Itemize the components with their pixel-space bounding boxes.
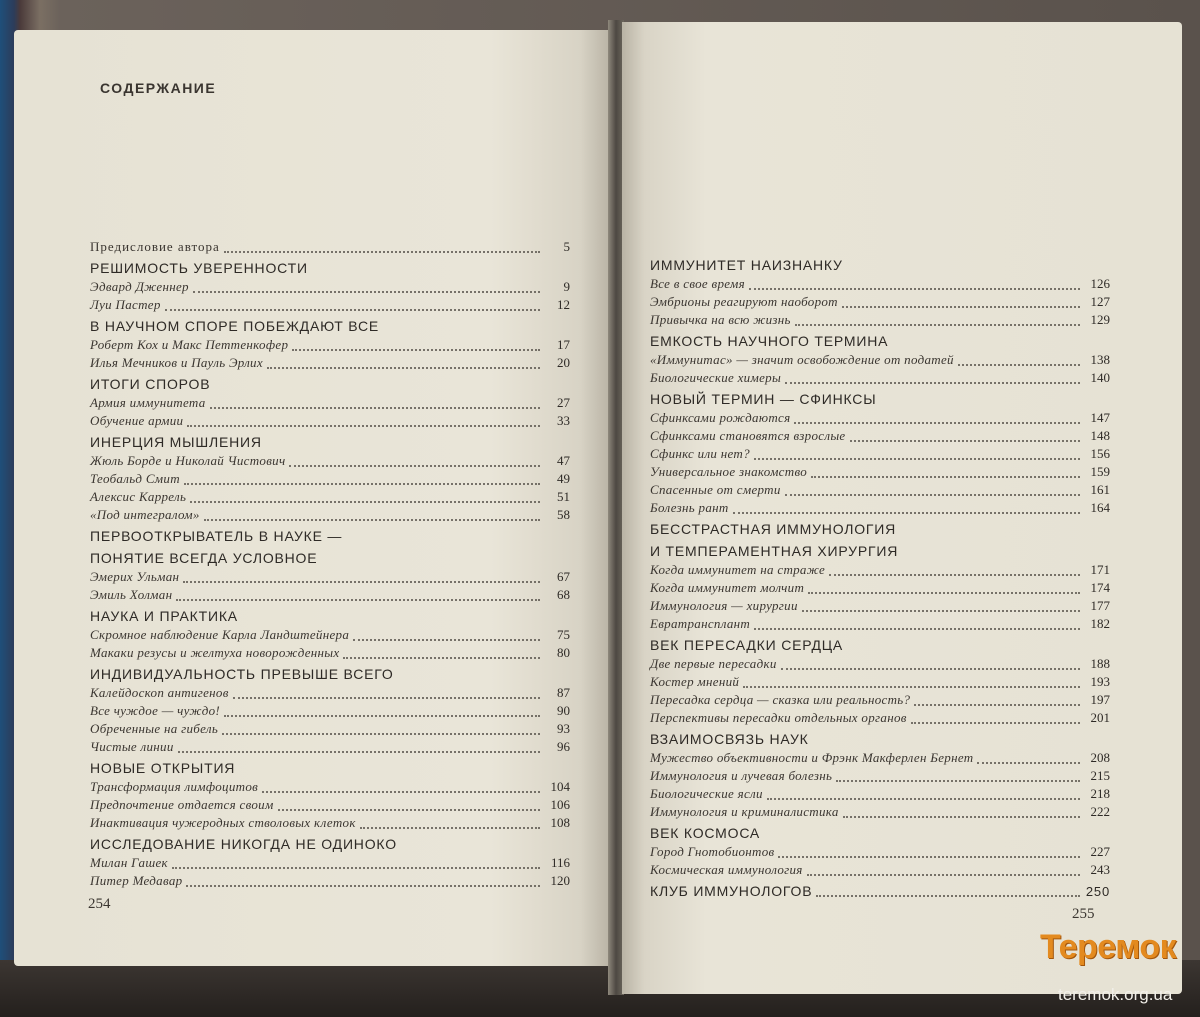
toc-page-number: 159 xyxy=(1090,464,1110,479)
toc-entry-title: Евратрансплант xyxy=(650,616,751,631)
toc-entry xyxy=(90,488,570,506)
toc-entry xyxy=(650,691,1110,709)
toc-entry-title: Жюль Борде и Николай Чистович xyxy=(90,453,286,468)
toc-page-number: 80 xyxy=(557,645,570,660)
toc-page-number: 188 xyxy=(1090,656,1110,671)
toc-entry-title: Инактивация чужеродных стволовых клеток xyxy=(90,815,356,830)
toc-right xyxy=(650,253,1110,901)
toc-page-number: 197 xyxy=(1090,692,1110,707)
toc-section-heading: ПЕРВООТКРЫВАТЕЛЬ В НАУКЕ — xyxy=(90,528,343,544)
toc-section-heading: ПОНЯТИЕ ВСЕГДА УСЛОВНОЕ xyxy=(90,550,318,566)
toc-page-number: 104 xyxy=(550,779,570,794)
toc-page-number: 27 xyxy=(557,395,570,410)
toc-page-number: 201 xyxy=(1090,710,1110,725)
toc-section-heading: БЕССТРАСТНАЯ ИММУНОЛОГИЯ xyxy=(650,521,897,537)
dot-leader xyxy=(850,430,1081,442)
toc-page-number: 51 xyxy=(557,489,570,504)
toc-entry xyxy=(90,814,570,832)
toc-entry xyxy=(650,427,1110,445)
toc-entry xyxy=(90,506,570,524)
dot-leader xyxy=(178,741,540,753)
toc-entry-title: Эмбрионы реагируют наоборот xyxy=(650,294,838,309)
toc-entry-title: Трансформация лимфоцитов xyxy=(90,779,259,794)
toc-entry xyxy=(650,655,1110,673)
toc-entry-title: Город Гнотобионтов xyxy=(650,844,775,859)
toc-section-heading: КЛУБ ИММУНОЛОГОВ xyxy=(650,883,813,899)
toc-page-number: 5 xyxy=(563,239,570,254)
toc-entry xyxy=(650,351,1110,369)
dot-leader xyxy=(360,817,540,829)
watermark-url: teremok.org.ua xyxy=(1058,985,1173,1004)
dot-leader xyxy=(278,799,540,811)
dot-leader xyxy=(778,846,1080,858)
toc-entry-title: Роберт Кох и Макс Петтенкофер xyxy=(90,337,289,352)
toc-entry xyxy=(650,785,1110,803)
dot-leader xyxy=(843,806,1080,818)
dot-leader xyxy=(781,658,1080,670)
toc-entry-title: Спасенные от смерти xyxy=(650,482,781,497)
toc-section-heading: НОВЫЙ ТЕРМИН — СФИНКСЫ xyxy=(650,391,877,407)
toc-page-number: 218 xyxy=(1090,786,1110,801)
toc-entry xyxy=(90,336,570,354)
toc-entry xyxy=(90,586,570,604)
dot-leader xyxy=(811,466,1080,478)
dot-leader xyxy=(187,415,540,427)
toc-entry xyxy=(650,597,1110,615)
toc-section-heading: НАУКА И ПРАКТИКА xyxy=(90,608,238,624)
toc-entry xyxy=(650,445,1110,463)
toc-section-heading: ВЕК КОСМОСА xyxy=(650,825,761,841)
toc-page-number: 17 xyxy=(557,337,570,352)
page-heading: СОДЕРЖАНИЕ xyxy=(100,80,217,96)
toc-section-heading: В НАУЧНОМ СПОРЕ ПОБЕЖДАЮТ ВСЕ xyxy=(90,318,380,334)
toc-page-number: 108 xyxy=(550,815,570,830)
toc-entry xyxy=(650,369,1110,387)
dot-leader xyxy=(210,397,540,409)
toc-entry-title: Биологические ясли xyxy=(650,786,763,801)
dot-leader xyxy=(808,582,1080,594)
toc-page-number: 33 xyxy=(557,413,570,428)
toc-entry xyxy=(90,394,570,412)
toc-entry-title: Теобальд Смит xyxy=(90,471,180,486)
toc-entry xyxy=(90,644,570,662)
toc-entry-title: Обреченные на гибель xyxy=(90,721,219,736)
toc-section-heading: ИССЛЕДОВАНИЕ НИКОГДА НЕ ОДИНОКО xyxy=(90,836,397,852)
dot-leader xyxy=(785,372,1080,384)
toc-entry xyxy=(90,296,570,314)
toc-entry-title: Эмерих Ульман xyxy=(90,569,180,584)
toc-entry-title: Алексис Каррель xyxy=(90,489,187,504)
toc-entry-title: Космическая иммунология xyxy=(650,862,803,877)
dot-leader xyxy=(754,448,1080,460)
toc-entry xyxy=(650,579,1110,597)
toc-section-heading: ЕМКОСТЬ НАУЧНОГО ТЕРМИНА xyxy=(650,333,889,349)
toc-page-number: 161 xyxy=(1090,482,1110,497)
dot-leader xyxy=(289,455,540,467)
dot-leader xyxy=(914,694,1080,706)
toc-entry-title: «Под интегралом» xyxy=(90,507,200,522)
toc-entry xyxy=(90,412,570,430)
toc-entry xyxy=(90,238,570,256)
toc-page-number: 182 xyxy=(1090,616,1110,631)
dot-leader xyxy=(292,339,540,351)
toc-section-heading: ИТОГИ СПОРОВ xyxy=(90,376,211,392)
toc-entry-title: Универсальное знакомство xyxy=(650,464,808,479)
dot-leader xyxy=(816,885,1080,897)
toc-entry-title: Сфинкс или нет? xyxy=(650,446,750,461)
toc-entry-title: Калейдоскоп антигенов xyxy=(90,685,229,700)
toc-entry xyxy=(650,673,1110,691)
dot-leader xyxy=(829,564,1080,576)
toc-entry-title: Пересадка сердца — сказка или реальность? xyxy=(650,692,911,707)
toc-entry xyxy=(90,854,570,872)
toc-entry-title: Илья Мечников и Пауль Эрлих xyxy=(90,355,263,370)
toc-entry-title: Перспективы пересадки отдельных органов xyxy=(650,710,907,725)
dot-leader xyxy=(958,354,1080,366)
folio-left: 254 xyxy=(88,896,111,912)
toc-entry-title: Иммунология — хирургии xyxy=(650,598,798,613)
dot-leader xyxy=(743,676,1080,688)
dot-leader xyxy=(754,618,1080,630)
toc-page-number: 148 xyxy=(1090,428,1110,443)
toc-entry-title: «Иммунитас» — значит освобождение от податей xyxy=(650,352,954,367)
toc-section-heading: РЕШИМОСТЬ УВЕРЕННОСТИ xyxy=(90,260,308,276)
toc-entry xyxy=(90,720,570,738)
toc-page-number: 126 xyxy=(1090,276,1110,291)
toc-entry xyxy=(90,778,570,796)
toc-entry xyxy=(90,872,570,890)
toc-page-number: 129 xyxy=(1090,312,1110,327)
toc-page-number: 177 xyxy=(1090,598,1110,613)
toc-entry-title: Сфинксами рождаются xyxy=(650,410,791,425)
dot-leader xyxy=(183,571,540,583)
toc-page-number: 49 xyxy=(557,471,570,486)
watermark-brand: Теремок xyxy=(1040,928,1177,966)
toc-entry xyxy=(90,470,570,488)
dot-leader xyxy=(262,781,540,793)
toc-page-number: 127 xyxy=(1090,294,1110,309)
toc-entry xyxy=(650,409,1110,427)
toc-entry xyxy=(650,561,1110,579)
toc-page-number: 93 xyxy=(557,721,570,736)
toc-entry-title: Предпочтение отдается своим xyxy=(90,797,274,812)
dot-leader xyxy=(224,241,540,253)
toc-entry-title: Костер мнений xyxy=(650,674,740,689)
toc-page-number: 106 xyxy=(550,797,570,812)
toc-entry-title: Две первые пересадки xyxy=(650,656,777,671)
toc-entry-title: Биологические химеры xyxy=(650,370,782,385)
toc-entry-title: Армия иммунитета xyxy=(90,395,206,410)
toc-section-heading: ВЕК ПЕРЕСАДКИ СЕРДЦА xyxy=(650,637,844,653)
toc-entry xyxy=(650,749,1110,767)
dot-leader xyxy=(267,357,540,369)
toc-entry xyxy=(90,354,570,372)
toc-page-number: 87 xyxy=(557,685,570,700)
dot-leader xyxy=(802,600,1080,612)
toc-section-heading: ИММУНИТЕТ НАИЗНАНКУ xyxy=(650,257,843,273)
toc-page-number: 20 xyxy=(557,355,570,370)
toc-page-number: 68 xyxy=(557,587,570,602)
dot-leader xyxy=(911,712,1080,724)
dot-leader xyxy=(176,589,540,601)
toc-page-number: 193 xyxy=(1090,674,1110,689)
dot-leader xyxy=(165,299,540,311)
dot-leader xyxy=(186,875,540,887)
toc-page-number: 47 xyxy=(557,453,570,468)
toc-entry-title: Луи Пастер xyxy=(90,297,161,312)
toc-entry-title: Эмиль Холман xyxy=(90,587,173,602)
toc-entry xyxy=(90,684,570,702)
toc-page-number: 174 xyxy=(1090,580,1110,595)
toc-page-number: 208 xyxy=(1090,750,1110,765)
toc-entry-title: Мужество объективности и Фрэнк Макферлен Бернет xyxy=(650,750,974,765)
dot-leader xyxy=(785,484,1080,496)
toc-entry xyxy=(90,278,570,296)
dot-leader xyxy=(977,752,1080,764)
toc-entry-title: Болезнь рант xyxy=(650,500,729,515)
toc-entry xyxy=(650,767,1110,785)
dot-leader xyxy=(767,788,1080,800)
toc-page-number: 171 xyxy=(1090,562,1110,577)
toc-entry xyxy=(650,615,1110,633)
toc-entry-title: Милан Гашек xyxy=(90,855,168,870)
toc-page-number: 140 xyxy=(1090,370,1110,385)
toc-page-number: 227 xyxy=(1090,844,1110,859)
toc-page-number: 58 xyxy=(557,507,570,522)
toc-section-heading: И ТЕМПЕРАМЕНТНАЯ ХИРУРГИЯ xyxy=(650,543,899,559)
dot-leader xyxy=(795,314,1080,326)
toc-entry xyxy=(90,796,570,814)
toc-entry xyxy=(650,803,1110,821)
toc-page-number: 147 xyxy=(1090,410,1110,425)
toc-entry xyxy=(90,738,570,756)
dot-leader xyxy=(233,687,540,699)
toc-page-number: 12 xyxy=(557,297,570,312)
toc-page-number: 215 xyxy=(1090,768,1110,783)
toc-section-heading: НОВЫЕ ОТКРЫТИЯ xyxy=(90,760,236,776)
toc-entry xyxy=(650,463,1110,481)
toc-entry-title: Питер Медавар xyxy=(90,873,183,888)
toc-entry-title: Когда иммунитет на страже xyxy=(650,562,826,577)
toc-section-row xyxy=(650,881,1110,901)
toc-entry xyxy=(650,293,1110,311)
toc-entry xyxy=(90,568,570,586)
toc-page-number: 120 xyxy=(550,873,570,888)
toc-page-number: 75 xyxy=(557,627,570,642)
toc-entry xyxy=(650,709,1110,727)
toc-entry xyxy=(90,452,570,470)
toc-entry-title: Сфинксами становятся взрослые xyxy=(650,428,846,443)
toc-entry xyxy=(650,861,1110,879)
toc-entry-title: Иммунология и криминалистика xyxy=(650,804,839,819)
dot-leader xyxy=(190,491,540,503)
toc-page-number: 9 xyxy=(563,279,570,294)
toc-entry xyxy=(90,626,570,644)
dot-leader xyxy=(807,864,1080,876)
toc-entry xyxy=(650,311,1110,329)
toc-left xyxy=(90,238,570,890)
toc-page-number: 96 xyxy=(557,739,570,754)
dot-leader xyxy=(353,629,540,641)
toc-section-heading: ИНДИВИДУАЛЬНОСТЬ ПРЕВЫШЕ ВСЕГО xyxy=(90,666,394,682)
toc-entry-title: Когда иммунитет молчит xyxy=(650,580,805,595)
toc-entry xyxy=(90,702,570,720)
toc-page-number: 243 xyxy=(1090,862,1110,877)
dot-leader xyxy=(794,412,1080,424)
toc-entry-title: Скромное наблюдение Карла Ландштейнера xyxy=(90,627,350,642)
toc-entry xyxy=(650,843,1110,861)
toc-page-number: 116 xyxy=(550,855,570,870)
toc-section-heading: ВЗАИМОСВЯЗЬ НАУК xyxy=(650,731,809,747)
toc-page-number: 250 xyxy=(1085,884,1110,899)
toc-entry-title: Чистые линии xyxy=(90,739,174,754)
toc-entry-title: Предисловие автора xyxy=(90,239,220,254)
toc-section-heading: ИНЕРЦИЯ МЫШЛЕНИЯ xyxy=(90,434,262,450)
dot-leader xyxy=(222,723,540,735)
toc-entry-title: Привычка на всю жизнь xyxy=(650,312,791,327)
toc-entry xyxy=(650,499,1110,517)
toc-page-number: 90 xyxy=(557,703,570,718)
toc-entry-title: Все в свое время xyxy=(650,276,745,291)
dot-leader xyxy=(842,296,1080,308)
toc-entry-title: Все чуждое — чуждо! xyxy=(90,703,221,718)
toc-page-number: 164 xyxy=(1090,500,1110,515)
dot-leader xyxy=(172,857,540,869)
dot-leader xyxy=(836,770,1080,782)
toc-entry xyxy=(650,481,1110,499)
folio-right: 255 xyxy=(1072,906,1095,922)
toc-page-number: 222 xyxy=(1090,804,1110,819)
toc-entry-title: Обучение армии xyxy=(90,413,184,428)
toc-page-number: 67 xyxy=(557,569,570,584)
dot-leader xyxy=(733,502,1080,514)
toc-entry-title: Иммунология и лучевая болезнь xyxy=(650,768,833,783)
toc-entry-title: Макаки резусы и желтуха новорожденных xyxy=(90,645,340,660)
toc-page-number: 156 xyxy=(1090,446,1110,461)
dot-leader xyxy=(224,705,540,717)
dot-leader xyxy=(184,473,540,485)
dot-leader xyxy=(204,509,540,521)
dot-leader xyxy=(193,281,540,293)
dot-leader xyxy=(343,647,540,659)
toc-page-number: 138 xyxy=(1090,352,1110,367)
dot-leader xyxy=(749,278,1080,290)
toc-entry xyxy=(650,275,1110,293)
toc-entry-title: Эдвард Дженнер xyxy=(90,279,189,294)
